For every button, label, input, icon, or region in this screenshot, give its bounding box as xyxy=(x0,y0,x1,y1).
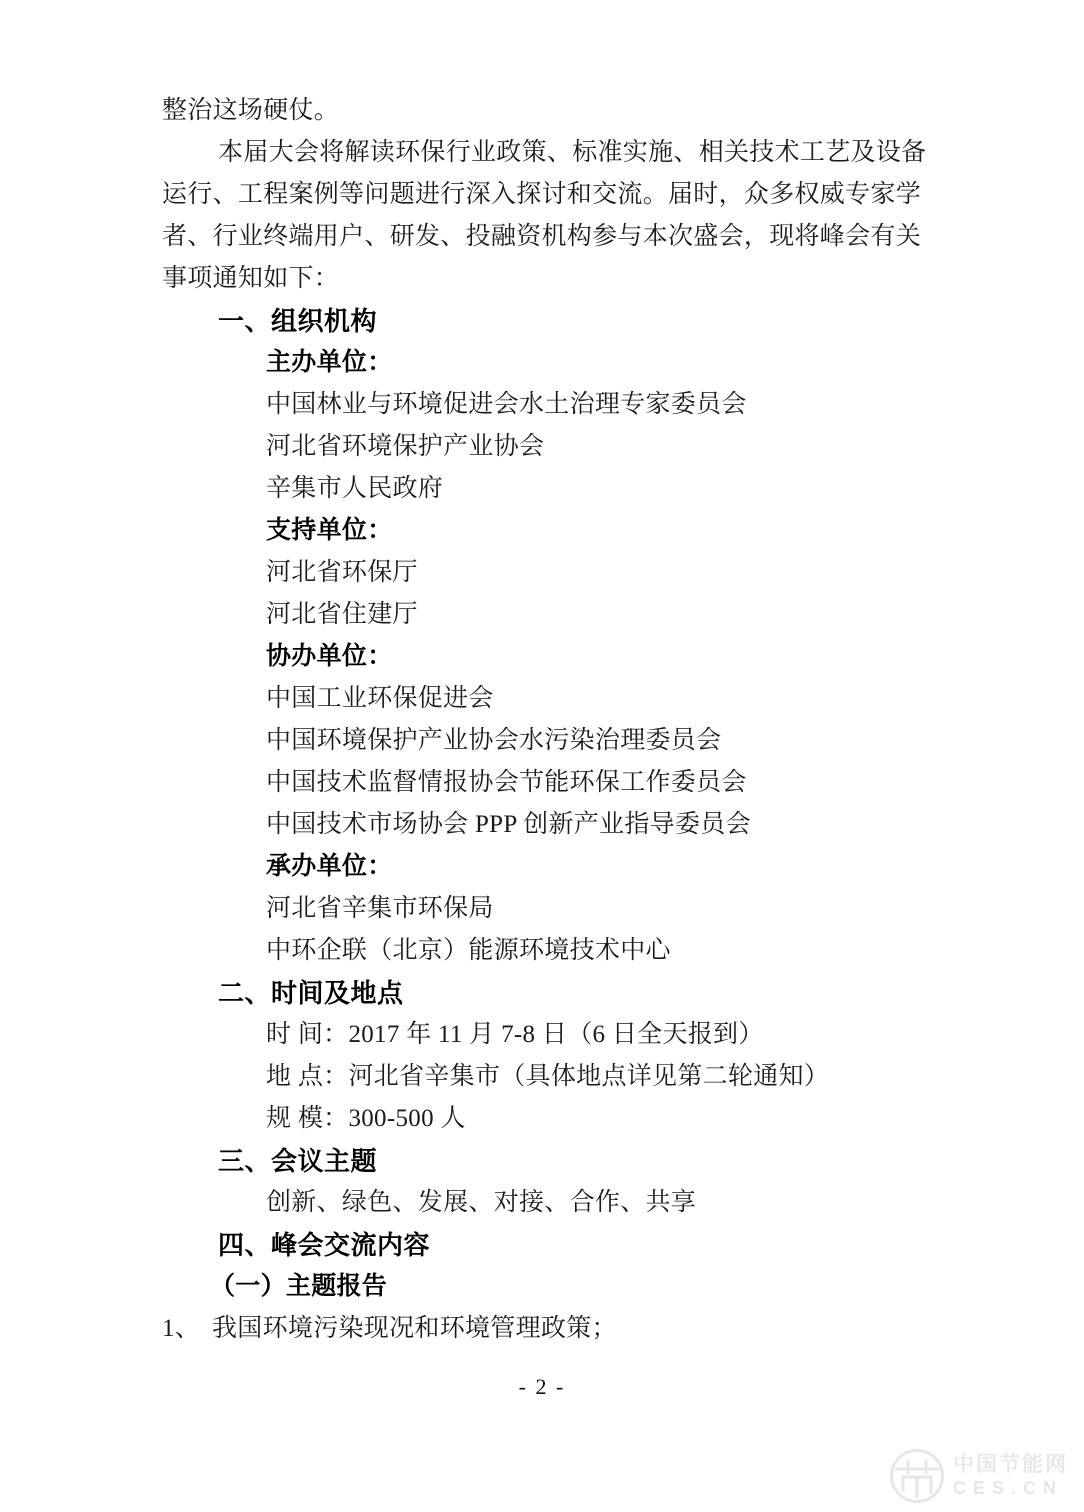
subsection-heading-keynote: （一）主题报告 xyxy=(210,1273,388,1300)
list-item-text: 我国环境污染现况和环境管理政策； xyxy=(212,1315,617,1342)
intro-line: 本届大会将解读环保行业政策、标准实施、相关技术工艺及设备 xyxy=(218,139,927,166)
host-units-label: 主办单位： xyxy=(266,349,393,376)
watermark-site-domain: CES.CN xyxy=(953,1478,1064,1498)
section-heading-theme: 三、会议主题 xyxy=(218,1146,378,1176)
co-organizer-units-label: 协办单位： xyxy=(266,643,393,670)
support-units-label: 支持单位： xyxy=(266,517,393,544)
watermark-text xyxy=(953,1453,1068,1499)
support-unit-item: 河北省环保厅 xyxy=(266,559,418,586)
co-organizer-unit-item: 中国工业环保促进会 xyxy=(266,685,494,712)
intro-line: 整治这场硬仗。 xyxy=(162,97,340,124)
section-heading-time-place: 二、时间及地点 xyxy=(218,978,404,1008)
watermark-site-name: 中国节能网 xyxy=(953,1453,1068,1476)
intro-line: 事项通知如下： xyxy=(162,265,340,292)
co-organizer-unit-item: 中国环境保护产业协会水污染治理委员会 xyxy=(266,727,722,754)
intro-line: 者、行业终端用户、研发、投融资机构参与本次盛会，现将峰会有关 xyxy=(162,223,922,250)
site-watermark xyxy=(889,1448,1068,1504)
list-item-number: 1、 xyxy=(162,1315,201,1342)
co-organizer-unit-item: 中国技术市场协会 PPP 创新产业指导委员会 xyxy=(266,811,751,838)
undertaker-unit-item: 河北省辛集市环保局 xyxy=(266,895,494,922)
time-line: 时 间：2017 年 11 月 7-8 日（6 日全天报到） xyxy=(266,1021,764,1048)
section-heading-summit-content: 四、峰会交流内容 xyxy=(218,1230,431,1260)
support-unit-item: 河北省住建厅 xyxy=(266,601,418,628)
undertaker-unit-item: 中环企联（北京）能源环境技术中心 xyxy=(266,937,671,964)
document-content xyxy=(162,90,1002,1350)
list-item xyxy=(162,1308,1002,1350)
theme-line: 创新、绿色、发展、对接、合作、共享 xyxy=(266,1189,697,1216)
undertaker-units-label: 承办单位： xyxy=(266,853,393,880)
host-unit-item: 辛集市人民政府 xyxy=(266,475,444,502)
ces-logo-icon xyxy=(889,1448,945,1504)
place-line: 地 点：河北省辛集市（具体地点详见第二轮通知） xyxy=(266,1063,830,1090)
page-number: - 2 - xyxy=(518,1374,566,1399)
section-heading-organization: 一、组织机构 xyxy=(218,306,378,336)
host-unit-item: 河北省环境保护产业协会 xyxy=(266,433,545,460)
host-unit-item: 中国林业与环境促进会水土治理专家委员会 xyxy=(266,391,747,418)
intro-line: 运行、工程案例等问题进行深入探讨和交流。届时，众多权威专家学 xyxy=(162,181,922,208)
scale-line: 规 模：300-500 人 xyxy=(266,1105,466,1132)
co-organizer-unit-item: 中国技术监督情报协会节能环保工作委员会 xyxy=(266,769,747,796)
